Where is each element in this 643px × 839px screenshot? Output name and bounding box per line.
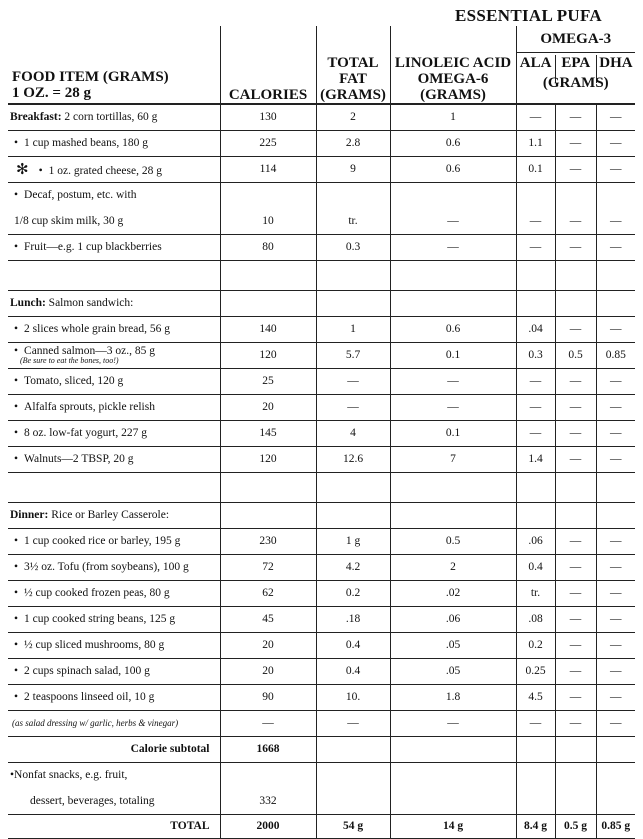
empty-cell: [555, 788, 596, 814]
snacks-line2: [8, 788, 220, 814]
total-epa-value: 0.5 g: [555, 814, 596, 838]
bullet-icon: •: [14, 535, 19, 547]
table-row: [8, 658, 635, 684]
ala-cell: .06: [516, 528, 555, 554]
total-dha-value: 0.85 g: [596, 814, 635, 838]
dha-cell: —: [596, 104, 635, 130]
dha-cell: —: [596, 606, 635, 632]
empty-cell: [390, 736, 516, 762]
epa-cell: —: [555, 368, 596, 394]
bullet-icon: •: [14, 189, 19, 202]
table-row: [8, 606, 635, 632]
item-text: Alfalfa sprouts, pickle relish: [24, 401, 155, 413]
table-row: [8, 182, 635, 208]
bullet-icon: •: [14, 375, 19, 387]
epa-cell: —: [555, 446, 596, 472]
food-item-cell: [8, 182, 220, 208]
ala-cell: —: [516, 710, 555, 736]
epa-cell: —: [555, 156, 596, 182]
empty-cell: [390, 762, 516, 788]
dha-cell: —: [596, 316, 635, 342]
table-row: [8, 316, 635, 342]
linoleic-cell: —: [390, 710, 516, 736]
bullet-icon: •: [14, 323, 19, 335]
linoleic-cell: .05: [390, 658, 516, 684]
table-row: [8, 446, 635, 472]
epa-cell: —: [555, 684, 596, 710]
food-item-cell: [8, 368, 220, 394]
epa-cell: —: [555, 710, 596, 736]
food-item-cell: [8, 580, 220, 606]
linoleic-header: LINOLEIC ACID OMEGA-6 (GRAMS): [390, 26, 516, 104]
bullet-icon: •: [14, 665, 19, 677]
item-text: Tomato, sliced, 120 g: [24, 375, 124, 387]
empty-cell: [220, 762, 316, 788]
linoleic-cell: 0.5: [390, 528, 516, 554]
total-fat-cell: 0.4: [316, 658, 390, 684]
linoleic-cell: 1: [390, 104, 516, 130]
bullet-icon: •: [14, 401, 19, 413]
table-row: [8, 104, 635, 130]
food-item-cell: [8, 684, 220, 710]
epa-cell: —: [555, 554, 596, 580]
item-text: 8 oz. low-fat yogurt, 227 g: [24, 427, 147, 439]
food-item-cell: [8, 420, 220, 446]
food-item-cell: [8, 632, 220, 658]
empty-cell: [316, 788, 390, 814]
total-fat-cell: 0.4: [316, 632, 390, 658]
item-text: 2 slices whole grain bread, 56 g: [24, 323, 170, 335]
dha-cell: —: [596, 156, 635, 182]
snacks-line1: [8, 762, 220, 788]
table-row: [8, 234, 635, 260]
total-fat-cell: 4: [316, 420, 390, 446]
ala-header: ALA: [519, 54, 552, 71]
bullet-icon: •: [14, 587, 19, 599]
epa-cell: —: [555, 606, 596, 632]
calories-cell: 140: [220, 316, 316, 342]
subtotal-label: Calorie subtotal: [8, 736, 220, 762]
epa-cell: —: [555, 528, 596, 554]
calories-cell: [220, 290, 316, 316]
nutrition-table: [8, 26, 635, 839]
item-text: 1 cup cooked rice or barley, 195 g: [24, 535, 181, 547]
epa-cell: —: [555, 208, 596, 234]
table-row: [8, 368, 635, 394]
item-text: ½ cup sliced mushrooms, 80 g: [24, 639, 165, 651]
calories-cell: 230: [220, 528, 316, 554]
calories-cell: —: [220, 710, 316, 736]
empty-cell: [316, 736, 390, 762]
lunch-title: Salmon sandwich:: [48, 297, 134, 309]
epa-cell: —: [555, 316, 596, 342]
bullet-icon: •: [14, 613, 19, 625]
epa-cell: [555, 182, 596, 208]
item-text: dessert, beverages, totaling: [30, 794, 155, 807]
empty-cell: [596, 788, 635, 814]
food-item-cell: [8, 554, 220, 580]
table-row: [8, 554, 635, 580]
spacer-cell: [220, 472, 316, 502]
ala-cell: [516, 290, 555, 316]
empty-cell: [316, 762, 390, 788]
dha-cell: —: [596, 420, 635, 446]
ala-cell: 0.4: [516, 554, 555, 580]
total-ala-value: 8.4 g: [516, 814, 555, 838]
dha-cell: —: [596, 710, 635, 736]
linoleic-cell: .06: [390, 606, 516, 632]
table-row: [8, 420, 635, 446]
epa-header: EPA: [555, 55, 596, 83]
linoleic-cell: 0.6: [390, 130, 516, 156]
bullet-icon: •: [14, 427, 19, 439]
food-item-cell: [8, 234, 220, 260]
spacer-row: [8, 472, 635, 502]
total-fat-cell: —: [316, 710, 390, 736]
total-fat-cell: 10.: [316, 684, 390, 710]
epa-cell: —: [555, 632, 596, 658]
item-text: Canned salmon—3 oz., 85 g: [24, 344, 155, 357]
total-linoleic-value: 14 g: [390, 814, 516, 838]
dha-cell: —: [596, 446, 635, 472]
bullet-icon: •: [14, 344, 19, 357]
linoleic-cell: —: [390, 234, 516, 260]
linoleic-cell: 1.8: [390, 684, 516, 710]
food-item-cell: [8, 156, 220, 182]
spacer-cell: [8, 472, 220, 502]
ala-cell: 0.25: [516, 658, 555, 684]
snacks-row-1: [8, 762, 635, 788]
total-fat-cell: [316, 502, 390, 528]
item-text: 3½ oz. Tofu (from soybeans), 100 g: [24, 561, 189, 573]
food-item-cell: [8, 710, 220, 736]
calories-cell: 145: [220, 420, 316, 446]
table-row: [8, 208, 635, 234]
dha-cell: —: [596, 130, 635, 156]
spacer-cell: [596, 472, 635, 502]
total-fat-cell: —: [316, 368, 390, 394]
food-item-cell: [8, 104, 220, 130]
ala-cell: —: [516, 104, 555, 130]
total-fat-cell: [316, 182, 390, 208]
item-text: 1 cup mashed beans, 180 g: [24, 137, 148, 149]
total-calories-value: 2000: [220, 814, 316, 838]
dha-cell: 0.85: [596, 342, 635, 368]
total-fat-cell: 1: [316, 316, 390, 342]
epa-cell: —: [555, 580, 596, 606]
table-row: [8, 502, 635, 528]
dinner-title: Rice or Barley Casserole:: [51, 509, 170, 521]
empty-cell: [516, 736, 555, 762]
salad-dressing-note: (as salad dressing w/ garlic, herbs & vinegar): [12, 718, 179, 728]
breakfast-label: Breakfast:: [10, 111, 62, 124]
ala-cell: 1.1: [516, 130, 555, 156]
dha-cell: [596, 182, 635, 208]
empty-cell: [516, 788, 555, 814]
snacks-value: 332: [220, 788, 316, 814]
calories-cell: 20: [220, 632, 316, 658]
ala-cell: tr.: [516, 580, 555, 606]
total-fat-cell: 9: [316, 156, 390, 182]
epa-cell: —: [555, 130, 596, 156]
spacer-cell: [316, 472, 390, 502]
linoleic-cell: [390, 182, 516, 208]
epa-cell: —: [555, 234, 596, 260]
epa-cell: 0.5: [555, 342, 596, 368]
linoleic-cell: 0.1: [390, 342, 516, 368]
dha-cell: —: [596, 658, 635, 684]
table-row: [8, 394, 635, 420]
total-fat-cell: 2.8: [316, 130, 390, 156]
calories-cell: 225: [220, 130, 316, 156]
spacer-cell: [516, 472, 555, 502]
linoleic-cell: 2: [390, 554, 516, 580]
calories-cell: [220, 502, 316, 528]
total-fat-cell: 12.6: [316, 446, 390, 472]
epa-cell: —: [555, 420, 596, 446]
food-item-cell: [8, 342, 220, 368]
ala-cell: 0.1: [516, 156, 555, 182]
food-item-cell: [8, 606, 220, 632]
calories-cell: 25: [220, 368, 316, 394]
lunch-label: Lunch:: [10, 297, 46, 309]
linoleic-cell: 0.1: [390, 420, 516, 446]
food-item-cell: [8, 394, 220, 420]
food-item-cell: [8, 316, 220, 342]
bullet-icon: •: [14, 561, 19, 573]
total-fat-cell: 1 g: [316, 528, 390, 554]
asterisk-icon: ✻: [16, 161, 29, 178]
bullet-icon: •: [14, 137, 19, 149]
item-text: Walnuts—2 TBSP, 20 g: [24, 453, 134, 465]
dha-cell: —: [596, 394, 635, 420]
epa-cell: —: [555, 104, 596, 130]
item-text: Fruit—e.g. 1 cup blackberries: [24, 241, 162, 253]
spacer-cell: [555, 260, 596, 290]
bullet-icon: •: [14, 639, 19, 651]
total-fat-header: TOTAL FAT (GRAMS): [316, 26, 390, 104]
spacer-cell: [390, 472, 516, 502]
dha-cell: —: [596, 554, 635, 580]
spacer-cell: [390, 260, 516, 290]
item-text: Decaf, postum, etc. with: [24, 189, 137, 202]
ala-cell: .04: [516, 316, 555, 342]
ala-cell: —: [516, 368, 555, 394]
empty-cell: [555, 762, 596, 788]
linoleic-cell: [390, 290, 516, 316]
linoleic-cell: —: [390, 394, 516, 420]
epa-cell: —: [555, 394, 596, 420]
spacer-row: [8, 260, 635, 290]
food-item-cell: [8, 658, 220, 684]
salmon-note: (Be sure to eat the bones, too!): [20, 355, 119, 365]
calories-cell: 120: [220, 446, 316, 472]
spacer-cell: [316, 260, 390, 290]
total-fat-cell: —: [316, 394, 390, 420]
total-label: TOTAL: [8, 814, 220, 838]
calories-cell: 80: [220, 234, 316, 260]
total-row: [8, 814, 635, 838]
calories-cell: [220, 182, 316, 208]
linoleic-cell: 0.6: [390, 316, 516, 342]
food-item-cell: [8, 502, 220, 528]
table-row: [8, 290, 635, 316]
dha-header: DHA: [596, 55, 635, 83]
spacer-cell: [220, 260, 316, 290]
ala-cell: 4.5: [516, 684, 555, 710]
calories-cell: 72: [220, 554, 316, 580]
empty-cell: [390, 788, 516, 814]
item-text: 2 teaspoons linseed oil, 10 g: [24, 691, 155, 703]
calories-header: CALORIES: [220, 26, 316, 104]
item-text: Nonfat snacks, e.g. fruit,: [14, 769, 128, 782]
food-item-header: FOOD ITEM (GRAMS) 1 OZ. = 28 g: [8, 26, 220, 104]
epa-cell: [555, 502, 596, 528]
spacer-cell: [8, 260, 220, 290]
item-text: 2 corn tortillas, 60 g: [64, 111, 158, 124]
ala-cell: —: [516, 394, 555, 420]
essential-pufa-title: ESSENTIAL PUFA: [455, 6, 603, 25]
food-item-cell: [8, 208, 220, 234]
total-fat-cell: 4.2: [316, 554, 390, 580]
ala-cell: —: [516, 234, 555, 260]
bullet-icon: •: [14, 241, 19, 253]
food-item-cell: [8, 528, 220, 554]
subtotal-value: 1668: [220, 736, 316, 762]
bullet-icon: •: [14, 691, 19, 703]
epa-cell: —: [555, 658, 596, 684]
item-text: 1 cup cooked string beans, 125 g: [24, 613, 176, 625]
dinner-label: Dinner:: [10, 509, 49, 521]
total-fat-cell: 2: [316, 104, 390, 130]
total-fat-cell: 5.7: [316, 342, 390, 368]
calories-cell: 130: [220, 104, 316, 130]
dha-cell: —: [596, 684, 635, 710]
empty-cell: [555, 736, 596, 762]
calories-cell: 90: [220, 684, 316, 710]
table-row: [8, 156, 635, 182]
omega3-grams-label: (GRAMS): [542, 74, 609, 91]
table-row: [8, 130, 635, 156]
total-fat-value: 54 g: [316, 814, 390, 838]
ala-cell: .08: [516, 606, 555, 632]
linoleic-cell: —: [390, 208, 516, 234]
ala-cell: —: [516, 208, 555, 234]
dha-cell: —: [596, 368, 635, 394]
linoleic-cell: [390, 502, 516, 528]
empty-cell: [596, 736, 635, 762]
dha-cell: —: [596, 208, 635, 234]
food-item-cell: [8, 446, 220, 472]
calories-cell: 120: [220, 342, 316, 368]
linoleic-cell: 0.6: [390, 156, 516, 182]
bullet-icon: •: [10, 769, 15, 782]
dha-cell: [596, 290, 635, 316]
calories-cell: 62: [220, 580, 316, 606]
dha-cell: —: [596, 632, 635, 658]
dha-cell: —: [596, 580, 635, 606]
omega3-group-header: OMEGA-3: [516, 26, 635, 52]
empty-cell: [596, 762, 635, 788]
snacks-row-2: [8, 788, 635, 814]
ala-cell: [516, 182, 555, 208]
total-fat-cell: .18: [316, 606, 390, 632]
ala-cell: 0.3: [516, 342, 555, 368]
calories-cell: 10: [220, 208, 316, 234]
table-row: [8, 580, 635, 606]
linoleic-cell: —: [390, 368, 516, 394]
dha-cell: [596, 502, 635, 528]
ala-cell: 1.4: [516, 446, 555, 472]
omega3-subheader: [516, 52, 635, 104]
table-row: [8, 342, 635, 368]
epa-cell: [555, 290, 596, 316]
dha-cell: —: [596, 234, 635, 260]
item-text: 1/8 cup skim milk, 30 g: [14, 214, 124, 227]
spacer-cell: [516, 260, 555, 290]
total-fat-cell: tr.: [316, 208, 390, 234]
item-text: 1 oz. grated cheese, 28 g: [48, 164, 162, 177]
food-item-cell: [8, 290, 220, 316]
total-fat-cell: [316, 290, 390, 316]
dha-cell: —: [596, 528, 635, 554]
table-row: [8, 632, 635, 658]
calories-cell: 45: [220, 606, 316, 632]
item-text: ½ cup cooked frozen peas, 80 g: [24, 587, 170, 599]
table-row: [8, 684, 635, 710]
table-row: [8, 528, 635, 554]
ala-cell: 0.2: [516, 632, 555, 658]
linoleic-cell: 7: [390, 446, 516, 472]
calories-cell: 20: [220, 658, 316, 684]
ala-cell: —: [516, 420, 555, 446]
linoleic-cell: .02: [390, 580, 516, 606]
spacer-cell: [596, 260, 635, 290]
calories-cell: 114: [220, 156, 316, 182]
empty-cell: [516, 762, 555, 788]
total-fat-cell: 0.3: [316, 234, 390, 260]
item-text: 2 cups spinach salad, 100 g: [24, 665, 150, 677]
linoleic-cell: .05: [390, 632, 516, 658]
subtotal-row: [8, 736, 635, 762]
ala-cell: [516, 502, 555, 528]
food-item-cell: [8, 130, 220, 156]
total-fat-cell: 0.2: [316, 580, 390, 606]
spacer-cell: [555, 472, 596, 502]
bullet-icon: •: [14, 453, 19, 465]
bullet-icon: •: [38, 164, 43, 177]
table-row: [8, 710, 635, 736]
calories-cell: 20: [220, 394, 316, 420]
